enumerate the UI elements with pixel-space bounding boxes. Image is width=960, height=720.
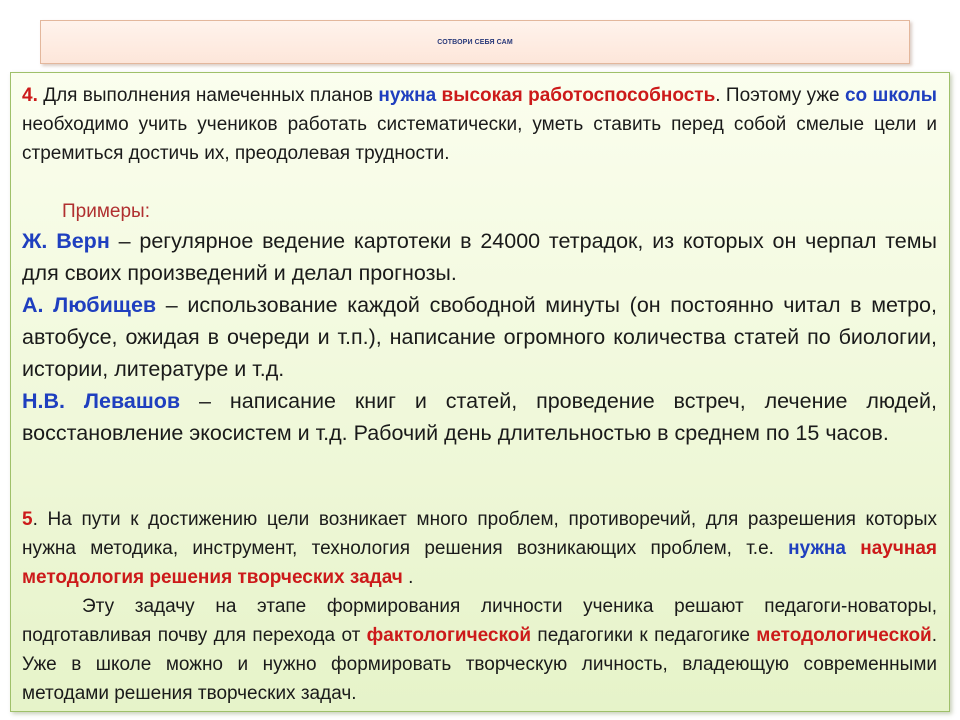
section-4-text-3: необходимо учить учеников работать систематически, уметь ставить перед собой смелые цели и стремиться достичь их, преодолевая трудности. (22, 114, 937, 164)
content-box (10, 72, 950, 712)
example-levashov-text: – написание книг и статей, проведение встреч, лечение людей, восстановление экосистем и т.д. Рабочий день длительностью в среднем по 15 часов. (22, 389, 937, 445)
section-5-number: 5 (22, 509, 33, 530)
section-5-highlight-need: нужна (788, 538, 846, 559)
example-lyubishchev (22, 289, 937, 385)
section-5-highlight-methodological: методологической (756, 625, 932, 646)
section-4-text-2: . Поэтому уже (715, 85, 845, 106)
example-levashov-name: Н.В. Левашов (22, 389, 181, 413)
example-verne-name: Ж. Верн (22, 229, 110, 253)
section-5-space (846, 538, 860, 559)
example-verne-text: – регулярное ведение картотеки в 24000 тетрадок, из которых он черпал темы для своих произведений и делал прогнозы. (22, 229, 937, 285)
section-4-text-1: Для выполнения намеченных планов (37, 85, 379, 106)
section-5-highlight-factological: фактологической (366, 625, 532, 646)
section-5-text-3: Эту задачу на этапе формирования личности ученика решают педагоги-новаторы, подготавливая почву для перехода от (22, 596, 937, 646)
example-lyubishchev-text: – использование каждой свободной минуты (он постоянно читал в метро, автобусе, ожидая в очереди и т.п.), написание огромного количества статей по биологии, истории, литературе и т.д. (22, 293, 937, 381)
section-5-text-5: . Уже в школе можно и нужно формировать творческую личность, владеющую современными методами решения творческих задач. (22, 625, 938, 704)
section-4-highlight-performance: высокая работоспособность (441, 85, 716, 106)
section-4-number: 4. (22, 85, 38, 106)
example-lyubishchev-name: А. Любищев (22, 293, 157, 317)
example-verne (22, 225, 937, 289)
section-4-paragraph (22, 81, 937, 168)
example-levashov (22, 385, 937, 449)
section-4-highlight-need: нужна (378, 85, 437, 106)
section-5-text-2: . (402, 567, 414, 588)
title-bar (40, 20, 910, 64)
section-5 (22, 505, 937, 708)
slide-title: СОТВОРИ СЕБЯ САМ (437, 38, 513, 46)
section-5-text-4: педагогики к педагогике (531, 625, 757, 646)
examples-heading: Примеры: (62, 201, 150, 222)
section-5-highlight-methodology: научная методология решения творческих задач (22, 538, 938, 588)
section-5-paragraph-1 (22, 505, 937, 592)
section-5-text-1: . На пути к достижению цели возникает много проблем, противоречий, для разрешения которых нужна методика, инструмент, технология решения возникающих проблем, т.е. (22, 509, 937, 559)
section-4-highlight-school: со школы (844, 85, 938, 106)
section-5-paragraph-2 (22, 592, 937, 708)
